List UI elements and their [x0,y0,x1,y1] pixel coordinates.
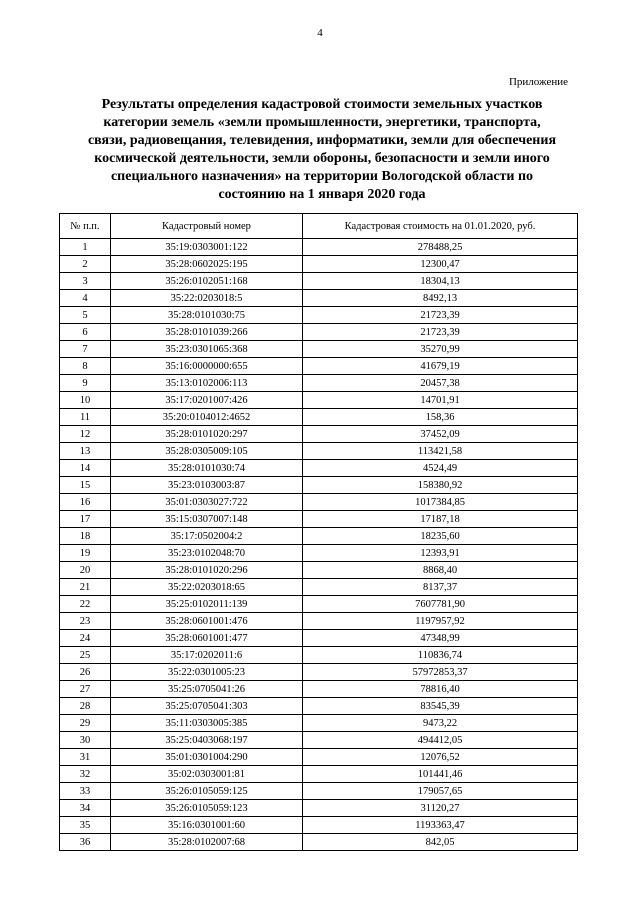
row-number-cell: 16 [60,494,111,511]
row-number-cell: 25 [60,647,111,664]
row-number-cell: 24 [60,630,111,647]
cadastral-value-cell: 47348,99 [303,630,578,647]
title-line: связи, радиовещания, телевидения, информатики, земли для обеспечения [87,133,557,148]
table-row [60,528,578,545]
cadastral-value-cell: 37452,09 [303,426,578,443]
row-number-cell: 21 [60,579,111,596]
cadastral-number-cell: 35:20:0104012:4652 [111,409,303,426]
cadastral-value-cell: 1197957,92 [303,613,578,630]
cadastral-value-cell: 14701,91 [303,392,578,409]
title-line: космической деятельности, земли обороны, безопасности и земли иного [94,151,550,166]
row-number-cell: 15 [60,477,111,494]
row-number-cell: 20 [60,562,111,579]
cadastral-number-cell: 35:13:0102006:113 [111,375,303,392]
row-number-cell: 14 [60,460,111,477]
title-line: состоянию на 1 января 2020 года [218,187,426,202]
table-row [60,239,578,256]
table-row [60,392,578,409]
cadastral-number-cell: 35:28:0601001:476 [111,613,303,630]
cadastral-value-cell: 110836,74 [303,647,578,664]
row-number-cell: 4 [60,290,111,307]
cadastral-value-cell: 35270,99 [303,341,578,358]
cadastral-value-cell: 18235,60 [303,528,578,545]
cadastral-number-cell: 35:23:0103003:87 [111,477,303,494]
table-row [60,562,578,579]
cadastral-number-cell: 35:28:0101020:296 [111,562,303,579]
row-number-cell: 5 [60,307,111,324]
table-row [60,800,578,817]
row-number-cell: 19 [60,545,111,562]
cadastral-value-cell: 17187,18 [303,511,578,528]
cadastral-value-cell: 83545,39 [303,698,578,715]
table-row [60,681,578,698]
cadastral-value-cell: 12393,91 [303,545,578,562]
cadastral-number-cell: 35:15:0307007:148 [111,511,303,528]
row-number-cell: 17 [60,511,111,528]
document-title [72,96,572,204]
table-row [60,341,578,358]
table-row [60,579,578,596]
cadastral-value-cell: 158380,92 [303,477,578,494]
cadastral-value-cell: 41679,19 [303,358,578,375]
table-row [60,307,578,324]
cadastral-value-cell: 8137,37 [303,579,578,596]
row-number-cell: 36 [60,834,111,851]
row-number-cell: 22 [60,596,111,613]
cadastral-number-cell: 35:28:0305009:105 [111,443,303,460]
cadastral-value-cell: 18304,13 [303,273,578,290]
cadastral-number-cell: 35:19:0303001:122 [111,239,303,256]
appendix-label: Приложение [508,76,568,88]
cadastral-value-cell: 1193363,47 [303,817,578,834]
cadastral-number-cell: 35:01:0301004:290 [111,749,303,766]
cadastral-number-cell: 35:28:0102007:68 [111,834,303,851]
cadastral-value-cell: 20457,38 [303,375,578,392]
table-header-row [60,214,578,239]
table-row [60,375,578,392]
header-row-number: № п.п. [60,214,111,239]
table-row [60,613,578,630]
table-row [60,443,578,460]
table-body [60,239,578,851]
cadastral-number-cell: 35:16:0000000:655 [111,358,303,375]
cadastral-number-cell: 35:28:0101030:75 [111,307,303,324]
row-number-cell: 3 [60,273,111,290]
title-line: специального назначения» на территории Вологодской области по [110,169,534,184]
cadastral-number-cell: 35:17:0201007:426 [111,392,303,409]
row-number-cell: 1 [60,239,111,256]
cadastral-value-cell: 12076,52 [303,749,578,766]
row-number-cell: 7 [60,341,111,358]
cadastral-number-cell: 35:25:0705041:303 [111,698,303,715]
title-line: Результаты определения кадастровой стоимости земельных участков [101,97,543,112]
cadastral-value-cell: 842,05 [303,834,578,851]
cadastral-value-cell: 8492,13 [303,290,578,307]
cadastral-number-cell: 35:26:0102051:168 [111,273,303,290]
cadastral-number-cell: 35:25:0102011:139 [111,596,303,613]
cadastral-number-cell: 35:28:0101030:74 [111,460,303,477]
cadastral-number-cell: 35:28:0602025:195 [111,256,303,273]
cadastral-number-cell: 35:11:0303005:385 [111,715,303,732]
cadastral-value-cell: 158,36 [303,409,578,426]
title-line: категории земель «земли промышленности, энергетики, транспорта, [103,115,541,130]
row-number-cell: 29 [60,715,111,732]
row-number-cell: 27 [60,681,111,698]
cadastral-number-cell: 35:17:0502004:2 [111,528,303,545]
cadastral-value-cell: 113421,58 [303,443,578,460]
row-number-cell: 26 [60,664,111,681]
header-cadastral-value: Кадастровая стоимость на 01.01.2020, руб. [303,214,578,239]
table-row [60,460,578,477]
cadastral-value-cell: 494412,05 [303,732,578,749]
row-number-cell: 13 [60,443,111,460]
table-row [60,409,578,426]
cadastral-number-cell: 35:23:0301065:368 [111,341,303,358]
cadastral-value-cell: 78816,40 [303,681,578,698]
row-number-cell: 6 [60,324,111,341]
cadastral-number-cell: 35:23:0102048:70 [111,545,303,562]
table-row [60,426,578,443]
table-row [60,358,578,375]
row-number-cell: 33 [60,783,111,800]
row-number-cell: 11 [60,409,111,426]
row-number-cell: 32 [60,766,111,783]
table-row [60,834,578,851]
cadastral-value-cell: 278488,25 [303,239,578,256]
cadastral-number-cell: 35:16:0301001:60 [111,817,303,834]
cadastral-value-cell: 4524,49 [303,460,578,477]
cadastral-number-cell: 35:17:0202011:6 [111,647,303,664]
cadastral-value-cell: 57972853,37 [303,664,578,681]
table-row [60,766,578,783]
cadastral-number-cell: 35:22:0203018:5 [111,290,303,307]
cadastral-value-cell: 8868,40 [303,562,578,579]
row-number-cell: 18 [60,528,111,545]
cadastral-number-cell: 35:25:0705041:26 [111,681,303,698]
page-number: 4 [317,27,323,39]
table-row [60,256,578,273]
table-row [60,596,578,613]
table-row [60,511,578,528]
table-row [60,698,578,715]
table-row [60,290,578,307]
table-row [60,749,578,766]
cadastral-number-cell: 35:01:0303027:722 [111,494,303,511]
cadastral-number-cell: 35:22:0203018:65 [111,579,303,596]
row-number-cell: 30 [60,732,111,749]
row-number-cell: 28 [60,698,111,715]
table-row [60,273,578,290]
cadastral-value-table [59,213,578,851]
row-number-cell: 31 [60,749,111,766]
cadastral-number-cell: 35:22:0301005:23 [111,664,303,681]
row-number-cell: 9 [60,375,111,392]
table-row [60,545,578,562]
cadastral-number-cell: 35:02:0303001:81 [111,766,303,783]
table-row [60,732,578,749]
row-number-cell: 8 [60,358,111,375]
cadastral-value-cell: 9473,22 [303,715,578,732]
table-row [60,630,578,647]
table-row [60,664,578,681]
table-row [60,715,578,732]
row-number-cell: 10 [60,392,111,409]
table-row [60,324,578,341]
cadastral-value-cell: 21723,39 [303,324,578,341]
table-row [60,817,578,834]
table-row [60,783,578,800]
row-number-cell: 35 [60,817,111,834]
cadastral-value-cell: 179057,65 [303,783,578,800]
cadastral-number-cell: 35:28:0101039:266 [111,324,303,341]
cadastral-number-cell: 35:28:0601001:477 [111,630,303,647]
cadastral-value-cell: 31120,27 [303,800,578,817]
cadastral-value-cell: 101441,46 [303,766,578,783]
header-cadastral-number: Кадастровый номер [111,214,303,239]
row-number-cell: 23 [60,613,111,630]
cadastral-number-cell: 35:26:0105059:125 [111,783,303,800]
cadastral-value-cell: 7607781,90 [303,596,578,613]
table-row [60,647,578,664]
cadastral-number-cell: 35:25:0403068:197 [111,732,303,749]
cadastral-value-cell: 21723,39 [303,307,578,324]
cadastral-number-cell: 35:28:0101020:297 [111,426,303,443]
cadastral-value-cell: 1017384,85 [303,494,578,511]
cadastral-value-cell: 12300,47 [303,256,578,273]
row-number-cell: 34 [60,800,111,817]
table-row [60,477,578,494]
row-number-cell: 12 [60,426,111,443]
row-number-cell: 2 [60,256,111,273]
table-row [60,494,578,511]
cadastral-number-cell: 35:26:0105059:123 [111,800,303,817]
